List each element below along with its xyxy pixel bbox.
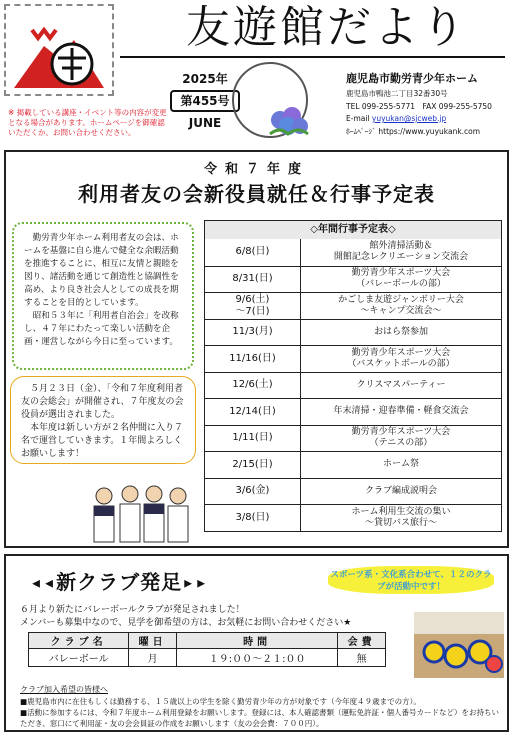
schedule-row bbox=[205, 372, 501, 399]
club-table-header bbox=[29, 633, 386, 649]
org-tel-fax: TEL 099-255-5771 FAX 099-255-5750 bbox=[346, 101, 492, 111]
issue-month: JUNE bbox=[188, 116, 222, 130]
club-day-cell: 月 bbox=[129, 649, 177, 667]
web-link[interactable]: https://www.yuyukank.com bbox=[378, 126, 481, 136]
issue-year: 2025年 bbox=[182, 72, 228, 86]
intro-paragraph-1: 勤労青少年ホーム利用者友の会は、ホームを基盤に自ら進んで健全な余暇活動を推進することに、相互に友情と親睦を図り、諸活動を通じて創造性と協調性を高め、より良き社会人としての成長を期することを目的としています。 bbox=[24, 233, 179, 308]
schedule-event: クラブ編成説明会 bbox=[364, 485, 437, 496]
schedule-table bbox=[204, 220, 502, 532]
club-text bbox=[20, 604, 390, 630]
volleyball-photo-icon bbox=[414, 612, 504, 678]
org-address: 鹿児島市鴨池二丁目32番30号 bbox=[346, 89, 448, 98]
join-rule-1: ■鹿児島市内に在住もしくは勤務する、１５歳以上の学生を除く勤労青少年の方が対象です（今年度４９歳までの方）。 bbox=[20, 697, 421, 706]
club-burst: スポーツ系・文化系合わせて、１２のクラブが活動中です！ bbox=[328, 566, 494, 594]
schedule-event: クリスマスパーティー bbox=[356, 379, 446, 390]
meeting-paragraph-2: 本年度は新しい方が２名仲間に入り７名で運営していきます。１年間よろしくお願いします！ bbox=[21, 423, 184, 459]
org-contact bbox=[346, 88, 512, 138]
club-name-cell: バレーボール bbox=[29, 649, 129, 667]
schedule-row bbox=[205, 345, 501, 372]
schedule-row bbox=[205, 266, 501, 293]
join-title: クラブ加入希望の皆様へ bbox=[20, 685, 108, 694]
schedule-row bbox=[205, 425, 501, 452]
newsletter-title: 友遊館だより bbox=[186, 2, 468, 53]
club-col-day: 曜日 bbox=[129, 633, 177, 649]
club-headline: ◂◂新クラブ発足▸▸ bbox=[30, 570, 209, 594]
schedule-event: 勤労青少年スポーツ大会 （テニスの部） bbox=[351, 427, 451, 449]
meeting-paragraph-1: ５月２３日（金）、「令和７年度利用者友の会総会」が開催され、７年度友の会役員が選出されました。 bbox=[21, 384, 184, 420]
schedule-header-row bbox=[205, 221, 501, 239]
feature-headline: 利用者友の会新役員就任＆行事予定表 bbox=[78, 182, 435, 206]
org-web-line: ﾎｰﾑﾍﾟｰｼﾞ https://www.yuyukank.com bbox=[346, 126, 481, 136]
join-rules bbox=[20, 696, 500, 729]
schedule-date: 3/8(日) bbox=[205, 505, 301, 531]
sakurajima-logo-icon bbox=[14, 18, 104, 88]
intro-box bbox=[12, 222, 194, 370]
club-table bbox=[28, 632, 386, 667]
schedule-date: 12/6(土) bbox=[205, 373, 301, 399]
club-table-row bbox=[29, 649, 386, 667]
schedule-rows bbox=[205, 239, 501, 531]
schedule-date: 3/6(金) bbox=[205, 479, 301, 505]
schedule-date: 11/16(日) bbox=[205, 346, 301, 372]
schedule-header: ◇年間行事予定表◇ bbox=[205, 221, 501, 239]
schedule-event: 勤労青少年スポーツ大会 （バレーボールの部） bbox=[351, 268, 451, 290]
schedule-date: 12/14(日) bbox=[205, 399, 301, 425]
schedule-row bbox=[205, 478, 501, 505]
schedule-row bbox=[205, 504, 501, 531]
schedule-date: 11/3(月) bbox=[205, 320, 301, 346]
org-email-line: E-mail yuyukan@sjcweb.jp bbox=[346, 114, 447, 123]
schedule-date: 8/31(日) bbox=[205, 267, 301, 293]
club-text-1: ６月より新たにバレーボールクラブが発足されました！ bbox=[20, 605, 245, 615]
meeting-callout bbox=[10, 376, 196, 464]
officers-illustration-icon bbox=[84, 480, 194, 544]
schedule-row bbox=[205, 451, 501, 478]
schedule-row bbox=[205, 398, 501, 425]
intro-paragraph-2: 昭和５３年に「利用者自治会」を改称し、４７年にわたって楽しい活動を企画・運営しながら今日に至っています。 bbox=[24, 311, 179, 347]
club-col-time: 時間 bbox=[177, 633, 338, 649]
club-text-2: メンバーも募集中なので、見学を御希望の方は、お気軽にお問い合わせください★ bbox=[20, 618, 352, 628]
schedule-row bbox=[205, 319, 501, 346]
title-rule bbox=[120, 56, 505, 58]
schedule-date: 9/6(土) ～7(日) bbox=[205, 293, 301, 319]
join-rule-2: ■活動に参加するには、令和７年度ホーム利用登録をお願いします。登録には、本人確認書類（運転免許証・個人番号カードなど）をお持ちいただき、窓口にて利用証・友の会会員証の作成をお願いします（友の会会費：７００円）。 bbox=[20, 708, 499, 728]
schedule-event: 年末清掃・迎春準備・軽食交流会 bbox=[333, 406, 469, 417]
schedule-event: ホーム祭 bbox=[382, 459, 419, 470]
schedule-event: おはら祭参加 bbox=[373, 326, 428, 337]
club-fee-cell: 無 bbox=[338, 649, 386, 667]
issue-number: 第455号 bbox=[170, 90, 240, 112]
feature-subtitle: 令和７年度 bbox=[203, 162, 309, 177]
schedule-event: ホーム利用生交流の集い ～貸切バス旅行～ bbox=[351, 506, 451, 528]
club-col-fee: 会費 bbox=[338, 633, 386, 649]
club-time-cell: １９:００～２１:００ bbox=[177, 649, 338, 667]
email-link[interactable]: yuyukan@sjcweb.jp bbox=[371, 114, 447, 123]
schedule-event: 勤労青少年スポーツ大会 （バスケットボールの部） bbox=[347, 347, 455, 369]
schedule-event: かごしま友遊ジャンボリー大会 ～キャンプ交流会～ bbox=[338, 294, 464, 316]
issue-block bbox=[170, 70, 240, 132]
schedule-date: 6/8(日) bbox=[205, 239, 301, 266]
hydrangea-icon bbox=[262, 104, 314, 142]
org-name: 鹿児島市勤労青少年ホーム bbox=[346, 72, 478, 85]
club-col-name: クラブ名 bbox=[29, 633, 129, 649]
schedule-row bbox=[205, 292, 501, 319]
schedule-event: 館外清掃活動＆ 開館記念レクリエーション交流会 bbox=[333, 241, 469, 263]
schedule-row bbox=[205, 239, 501, 266]
change-notice: ※ 掲載している講座・イベント等の内容が変更となる場合があります。ホームページを御確認いただくか、お問い合わせください。 bbox=[8, 108, 167, 137]
schedule-date: 2/15(日) bbox=[205, 452, 301, 478]
schedule-date: 1/11(日) bbox=[205, 426, 301, 452]
